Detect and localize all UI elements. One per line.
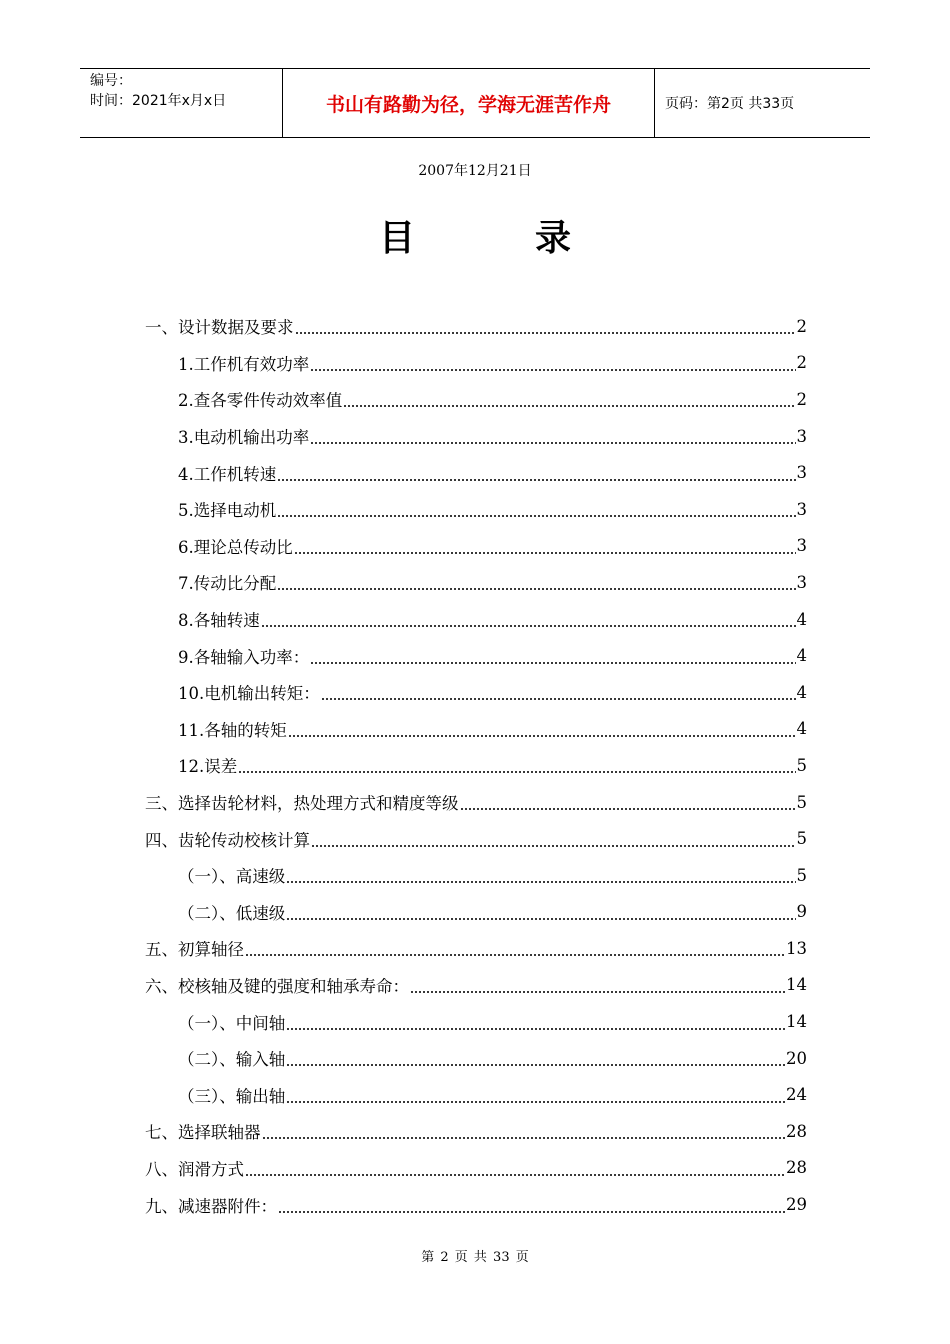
toc-entry[interactable] — [145, 967, 807, 1004]
toc-dot-leader — [295, 325, 796, 335]
toc-entry-page: 3 — [796, 536, 807, 556]
toc-entry-page: 9 — [796, 902, 807, 922]
toc-entry-label: 5.选择电动机 — [178, 501, 277, 521]
toc-dot-leader — [286, 874, 795, 884]
toc-entry[interactable] — [145, 308, 807, 345]
toc-dot-leader — [321, 691, 796, 701]
toc-entry[interactable] — [145, 454, 807, 491]
toc-dot-leader — [277, 508, 795, 518]
toc-entry-page: 4 — [796, 609, 807, 629]
toc-dot-leader — [262, 1130, 786, 1140]
toc-entry[interactable] — [145, 418, 807, 455]
toc-dot-leader — [277, 581, 795, 591]
toc-entry[interactable] — [145, 1113, 807, 1150]
toc-entry-page: 29 — [786, 1195, 807, 1215]
toc-entry-page: 14 — [786, 1012, 807, 1032]
toc-entry-page: 2 — [796, 353, 807, 373]
toc-entry[interactable] — [145, 784, 807, 821]
page-footer: 第 2 页 共 33 页 — [421, 1250, 529, 1265]
toc-entry-label: 六、校核轴及键的强度和轴承寿命： — [145, 976, 409, 996]
toc-entry-label: 1.工作机有效功率 — [178, 354, 310, 374]
toc-dot-leader — [310, 655, 795, 665]
toc-entry-label: 12.误差 — [178, 757, 238, 777]
toc-entry-page: 5 — [796, 829, 807, 849]
toc-dot-leader — [460, 801, 796, 811]
document-date: 2007年12月21日 — [418, 163, 532, 179]
toc-entry[interactable] — [145, 820, 807, 857]
toc-entry-page: 28 — [786, 1121, 807, 1141]
toc-entry[interactable] — [145, 930, 807, 967]
toc-dot-leader — [286, 1057, 785, 1067]
toc-entry-page: 24 — [786, 1085, 807, 1105]
toc-dot-leader — [286, 1094, 785, 1104]
toc-entry-label: 三、选择齿轮材料，热处理方式和精度等级 — [145, 794, 459, 814]
toc-entry[interactable] — [145, 1040, 807, 1077]
toc-entry-label: 2.查各零件传动效率值 — [178, 391, 343, 411]
toc-dot-leader — [245, 1167, 785, 1177]
toc-dot-leader — [245, 947, 785, 957]
toc-dot-leader — [238, 764, 795, 774]
toc-entry-page: 4 — [796, 719, 807, 739]
toc-entry-label: 4.工作机转速 — [178, 464, 277, 484]
toc-entry[interactable] — [145, 381, 807, 418]
toc-entry-label: 五、初算轴径 — [145, 940, 244, 960]
toc-entry-label: （二）、输入轴 — [178, 1050, 286, 1070]
toc-entry-page: 3 — [796, 426, 807, 446]
header-motto: 书山有路勤为径，学海无涯苦作舟 — [282, 69, 655, 137]
toc-entry[interactable] — [145, 345, 807, 382]
toc-entry-page: 4 — [796, 646, 807, 666]
time-label: 时间：2021年x月x日 — [90, 93, 227, 109]
toc-entry[interactable] — [145, 1076, 807, 1113]
toc-entry-page: 3 — [796, 463, 807, 483]
toc-entry-page: 13 — [786, 938, 807, 958]
table-of-contents — [145, 308, 807, 1223]
toc-entry-label: （三）、输出轴 — [178, 1086, 286, 1106]
toc-dot-leader — [286, 1021, 785, 1031]
page-header — [80, 68, 870, 138]
toc-dot-leader — [277, 472, 795, 482]
toc-dot-leader — [294, 545, 796, 555]
toc-entry-label: 四、齿轮传动校核计算 — [145, 830, 310, 850]
toc-entry-label: 3.电动机输出功率 — [178, 428, 310, 448]
toc-entry-page: 4 — [796, 682, 807, 702]
toc-entry-label: （一）、中间轴 — [178, 1013, 286, 1033]
toc-entry[interactable] — [145, 637, 807, 674]
toc-entry[interactable] — [145, 601, 807, 638]
toc-entry[interactable] — [145, 1003, 807, 1040]
toc-entry[interactable] — [145, 674, 807, 711]
toc-entry-page: 28 — [786, 1158, 807, 1178]
toc-entry-page: 3 — [796, 499, 807, 519]
number-label: 编号： — [90, 73, 132, 89]
toc-entry-page: 2 — [796, 316, 807, 336]
toc-entry[interactable] — [145, 894, 807, 931]
toc-entry-page: 3 — [796, 572, 807, 592]
toc-entry-page: 14 — [786, 975, 807, 995]
page-title: 目 录 — [378, 218, 613, 259]
toc-dot-leader — [311, 838, 796, 848]
toc-dot-leader — [261, 618, 796, 628]
toc-entry[interactable] — [145, 491, 807, 528]
toc-entry-label: 6.理论总传动比 — [178, 537, 293, 557]
toc-entry-label: 一、设计数据及要求 — [145, 318, 294, 338]
toc-entry[interactable] — [145, 711, 807, 748]
toc-dot-leader — [310, 435, 795, 445]
toc-dot-leader — [286, 911, 795, 921]
toc-entry-label: 8.各轴转速 — [178, 611, 260, 631]
toc-entry-label: 9.各轴输入功率： — [178, 647, 310, 667]
toc-entry[interactable] — [145, 1150, 807, 1187]
toc-entry-page: 5 — [796, 792, 807, 812]
toc-entry-label: 7.传动比分配 — [178, 574, 277, 594]
toc-entry-label: 10.电机输出转矩： — [178, 684, 320, 704]
toc-entry[interactable] — [145, 564, 807, 601]
toc-entry-label: 九、减速器附件： — [145, 1196, 277, 1216]
toc-entry-label: （二）、低速级 — [178, 903, 286, 923]
header-page-info: 页码：第2页 共33页 — [665, 96, 795, 112]
header-meta — [80, 69, 282, 137]
toc-entry-page: 5 — [796, 755, 807, 775]
toc-entry-label: （一）、高速级 — [178, 867, 286, 887]
toc-entry-page: 2 — [796, 389, 807, 409]
toc-dot-leader — [310, 362, 795, 372]
toc-dot-leader — [278, 1204, 785, 1214]
toc-entry[interactable] — [145, 1186, 807, 1223]
toc-entry-label: 八、润滑方式 — [145, 1159, 244, 1179]
toc-entry[interactable] — [145, 857, 807, 894]
toc-entry-page: 5 — [796, 865, 807, 885]
toc-dot-leader — [410, 984, 785, 994]
toc-entry[interactable] — [145, 528, 807, 565]
toc-entry[interactable] — [145, 747, 807, 784]
toc-dot-leader — [288, 728, 796, 738]
toc-entry-label: 11.各轴的转矩 — [178, 720, 287, 740]
toc-entry-page: 20 — [786, 1048, 807, 1068]
toc-dot-leader — [343, 398, 795, 408]
toc-entry-label: 七、选择联轴器 — [145, 1123, 261, 1143]
